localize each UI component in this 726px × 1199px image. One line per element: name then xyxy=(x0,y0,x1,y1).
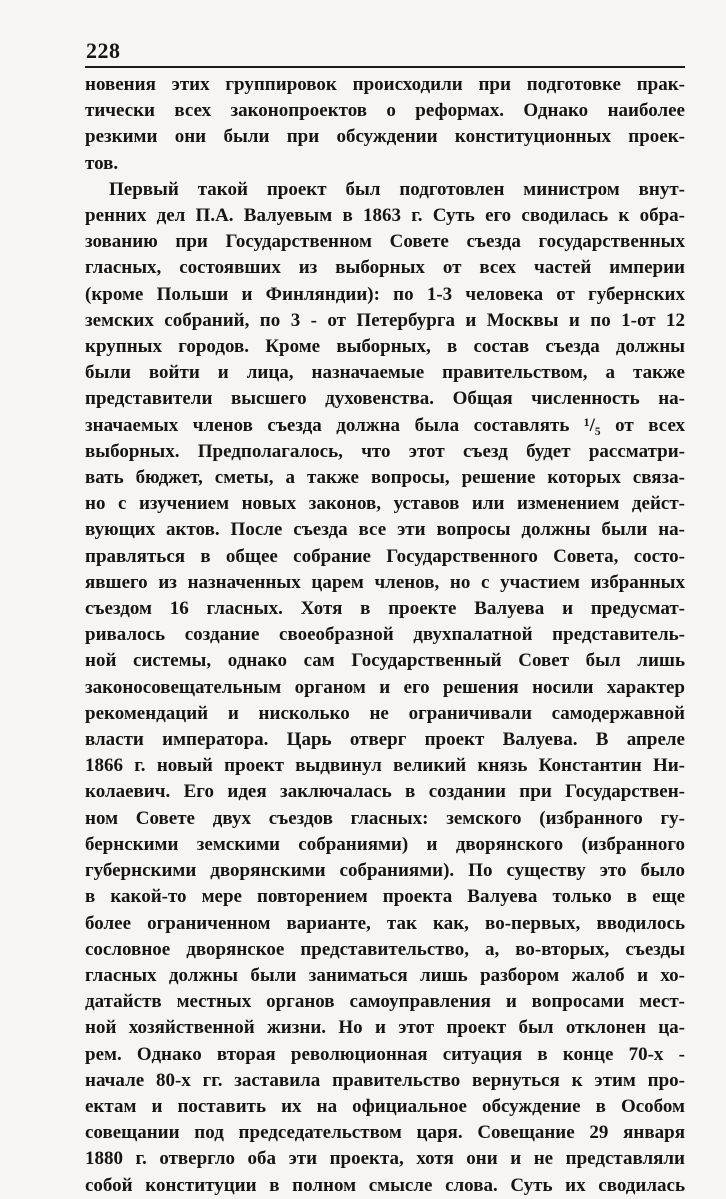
text-line: начале 80-х гг. заставила правительство вернуться к этим про- xyxy=(85,1069,685,1091)
text-line: явшего из назначенных царем членов, но с участием избранных xyxy=(85,571,685,593)
text-line: новения этих группировок происходили при подготовке прак- xyxy=(85,74,685,95)
body-text xyxy=(85,72,685,1199)
text-line: в какой-то мере повторением проекта Валуева только в еще xyxy=(85,886,685,908)
paragraph xyxy=(85,177,685,1199)
text-line: бернскими земскими собраниями) и дворянского (избранного xyxy=(85,833,685,855)
paragraph xyxy=(85,72,685,177)
text-line: ектам и поставить их на официальное обсуждение в Особом xyxy=(85,1095,685,1117)
text-line: ной системы, однако сам Государственный Совет был лишь xyxy=(85,650,685,672)
header-rule xyxy=(85,66,685,68)
text-line: земских собраний, по 3 - от Петербурга и Москвы и по 1-от 12 xyxy=(85,309,685,331)
text-line: Первый такой проект был подготовлен министром внут- xyxy=(109,178,685,200)
text-line: гласных, состоявших из выборных от всех частей империи xyxy=(85,257,685,279)
text-line: крупных городов. Кроме выборных, в состав съезда должны xyxy=(85,336,685,358)
text-line: гласных должны были заниматься лишь разбором жалоб и хо- xyxy=(85,964,685,986)
text-line: совещании под председательством царя. Совещание 29 января xyxy=(85,1122,685,1144)
text-line: сословное дворянское представительство, а, во-вторых, съезды xyxy=(85,938,685,960)
text-line: ной хозяйственной жизни. Но и этот проект был отклонен ца- xyxy=(85,1017,685,1039)
text-line: но с изучением новых законов, уставов или изменением дейст- xyxy=(85,493,685,515)
text-line: съездом 16 гласных. Хотя в проекте Валуева и предусмат- xyxy=(85,598,685,620)
text-line: правляться в общее собрание Государственного Совета, состо- xyxy=(85,545,685,567)
text-line: власти императора. Царь отверг проект Валуева. В апреле xyxy=(85,729,685,751)
text-line: значаемых членов съезда должна была составлять ¹/₅ от всех xyxy=(85,414,685,436)
text-line: датайств местных органов самоуправления и вопросами мест- xyxy=(85,991,685,1013)
text-line: вать бюджет, сметы, а также вопросы, решение которых связа- xyxy=(85,467,685,489)
text-line: рем. Однако вторая революционная ситуация в конце 70-х - xyxy=(85,1043,685,1065)
page-number: 228 xyxy=(86,38,121,63)
text-line: губернскими дворянскими собраниями). По существу это было xyxy=(85,860,685,882)
text-line: ренних дел П.А. Валуевым в 1863 г. Суть его сводилась к обра- xyxy=(85,205,685,227)
text-line: 1866 г. новый проект выдвинул великий князь Константин Ни- xyxy=(85,755,685,777)
text-line: зованию при Государственном Совете съезда государственных xyxy=(85,231,685,253)
text-line: (кроме Польши и Финляндии): по 1-3 человека от губернских xyxy=(85,283,685,305)
text-line: тически всех законопроектов о реформах. Однако наиболее xyxy=(85,100,685,122)
text-line: вующих актов. После съезда все эти вопросы должны были на- xyxy=(85,519,685,541)
text-line: собой конституции в полном смысле слова. Суть их сводилась xyxy=(85,1174,685,1196)
text-line: тов. xyxy=(85,152,119,174)
text-line: законосовещательным органом и его решения носили характер xyxy=(85,676,685,698)
text-line: более ограниченном варианте, так как, во-первых, вводилось xyxy=(85,912,685,934)
text-line: были войти и лица, назначаемые правительством, а также xyxy=(85,362,685,384)
text-line: резкими они были при обсуждении конституционных проек- xyxy=(85,126,685,148)
text-line: ривалось создание своеобразной двухпалатной представитель- xyxy=(85,624,685,646)
text-line: представители высшего духовенства. Общая численность на- xyxy=(85,388,685,410)
text-line: ном Совете двух съездов гласных: земского (избранного гу- xyxy=(85,807,685,829)
text-line: выборных. Предполагалось, что этот съезд будет рассматри- xyxy=(85,440,685,462)
text-line: рекомендаций и нисколько не ограничивали самодержавной xyxy=(85,702,685,724)
text-line: колаевич. Его идея заключалась в создании при Государствен- xyxy=(85,781,685,803)
text-line: 1880 г. отвергло оба эти проекта, хотя они и не представляли xyxy=(85,1148,685,1170)
